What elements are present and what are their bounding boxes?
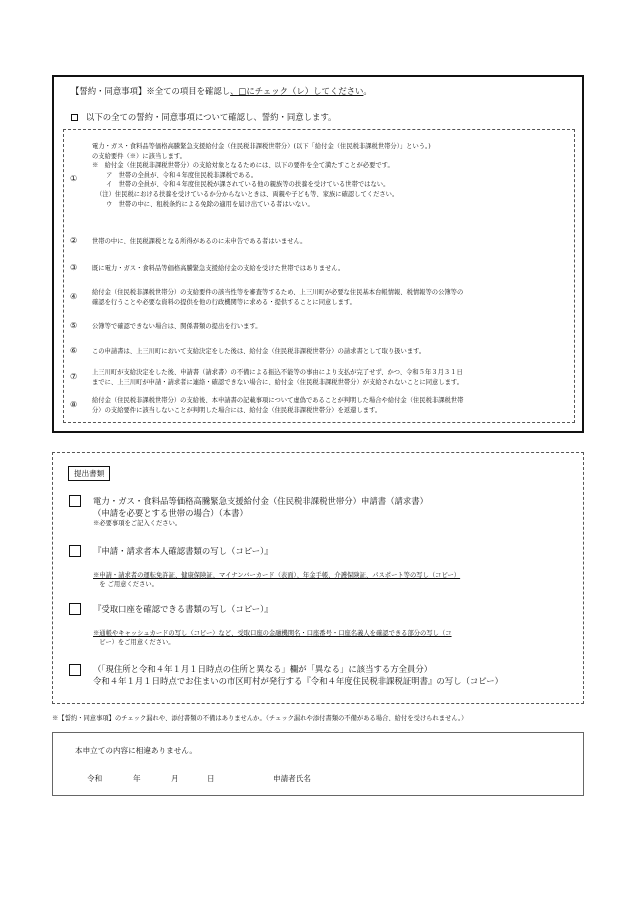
pledge-item-1 (64, 142, 574, 222)
document-2-checkbox[interactable] (69, 545, 81, 557)
declaration-section (52, 732, 584, 796)
pledge-title: 【誓約・同意事項】※全ての項目を確認し、□にチェック（レ）してください。 (71, 86, 372, 96)
item-number: ① (70, 173, 78, 183)
agree-all-checkbox[interactable] (71, 114, 78, 121)
documents-title: 提出書類 (68, 466, 110, 481)
item-text: 電力・ガス・食料品等価格高騰緊急支援給付金（住民税非課税世帯分）(以下「給付金（住民税非課税世帯分）」という。) の支給要件（※）に該当します。 ※ 給付金（住民税非課税世帯分）の支給対象となるためには、以下の要件を全て満たすことが必要です。 ア 世帯の全員が、令和４年度住民税非課税である。 イ 世帯の全員が、令和４年度住民税が課されている他の親族等の扶養を受けている世帯ではない。 （注）住民税における扶養を受けているか分からないときは、両親や子ども等、家族に確認してください。 ウ 世帯の中に、租税条約による免除の適用を届け出ている者はいない。 (92, 143, 431, 208)
agree-all-label: 以下の全ての誓約・同意事項について確認し、誓約・同意します。 (86, 112, 337, 122)
document-1-checkbox[interactable] (69, 495, 81, 507)
agree-all-row (71, 111, 336, 123)
document-3-checkbox[interactable] (69, 603, 81, 615)
date-day-label: 日 (207, 774, 215, 783)
footer-note: ※【誓約・同意事項】のチェック漏れや、添付書類の不備はありませんか。（チェック漏れや添付書類の不備がある場合、給付を受けられません。） (52, 715, 468, 722)
date-era-label: 令和 (87, 774, 103, 783)
document-4-checkbox[interactable] (69, 664, 81, 676)
documents-section: 提出書類 電力・ガス・食料品等価格高騰緊急支援給付金（住民税非課税世帯分）申請書（請求書） （申請を必要とする世帯の場合）（本書） ※必要事項をご記入ください。 『申請・請求者本人確認書類の写し（コピー）』 ※申請・請求者の運転免許証、健康保険証、マイナンバーカード（表面）、年金手帳、介護保険証、パスポート等の写し（コピー） を ご用意ください。 『受取口座を確認できる書類の写し（コピー）』 ※通帳やキャッシュカードの写し（コピー）など、受取口座の金融機関名・口座番号・口座名義人を確認できる部分の写し（コ ピー）をご用意ください。 （「現住所と令和４年１月１日時点の住所と異なる」欄が「異なる」に該当する方全員分） 令和４年１月１日時点でお住まいの市区町村が発行する『令和４年度住民税非課税証明書』の写し（コピー） (52, 452, 584, 704)
pledge-items: ① 電力・ガス・食料品等価格高騰緊急支援給付金（住民税非課税世帯分）(以下「給付金（住民税非課税世帯分）」という。) の支給要件（※）に該当します。 ※ 給付金（住民税非課税世帯分）の支給対象となるためには、以下の要件を全て満たすことが必要です。 ア 世帯の全員が、令和４年度住民税非課税である。 イ 世帯の全員が、令和４年度住民税が課されている他の親族等の扶養を受けている世帯ではない。 （注）住民税における扶養を受けているか分からないときは、両親や子ども等、家族に確認してください。 ウ 世帯の中に、租税条約による免除の適用を届け出ている者はいない。 ② 世帯の中に、住民税課税となる所得があるのに未申告である者はいません。 ③ 既に電力・ガス・食料品等価格高騰緊急支援給付金の支給を受けた世帯ではありません。 ④ 給付金（住民税非課税世帯分）の支給要件の該当性等を審査等するため、上三川町が必要な住民基本台帳情報、税情報等の公簿等の 確認を行うことや必要な資料の提供を他の行政機関等に求める・提供することに同意します。 ⑤ 公簿等で確認できない場合は、関係書類の提出を行います。 ⑥ この申請書は、上三川町において支給決定をした後は、給付金（住民税非課税世帯分）の請求書として取り扱います。 ⑦ 上三川町が支給決定をした後、申請書（請求書）の不備による振込不能等の事由により支払が完了せず、かつ、令和５年３月３１日 までに、上三川町が申請・請求者に連絡・確認できない場合に、給付金（住民税非課税世帯分）が支給されないことに同意します。 ⑧ 給付金（住民税非課税世帯分）の支給後、本申請書の記載事項について虚偽であることが判明した場合や給付金（住民税非課税世帯 分）の支給要件に該当しないことが判明した場合には、給付金（住民税非課税世帯分）を返還します。 (63, 129, 575, 423)
date-year-label: 年 (133, 774, 141, 783)
date-month-label: 月 (171, 774, 179, 783)
pledge-section (52, 75, 584, 433)
applicant-name-label: 申請者氏名 (273, 774, 311, 783)
declaration-statement: 本申立ての内容に相違ありません。 (75, 746, 197, 755)
